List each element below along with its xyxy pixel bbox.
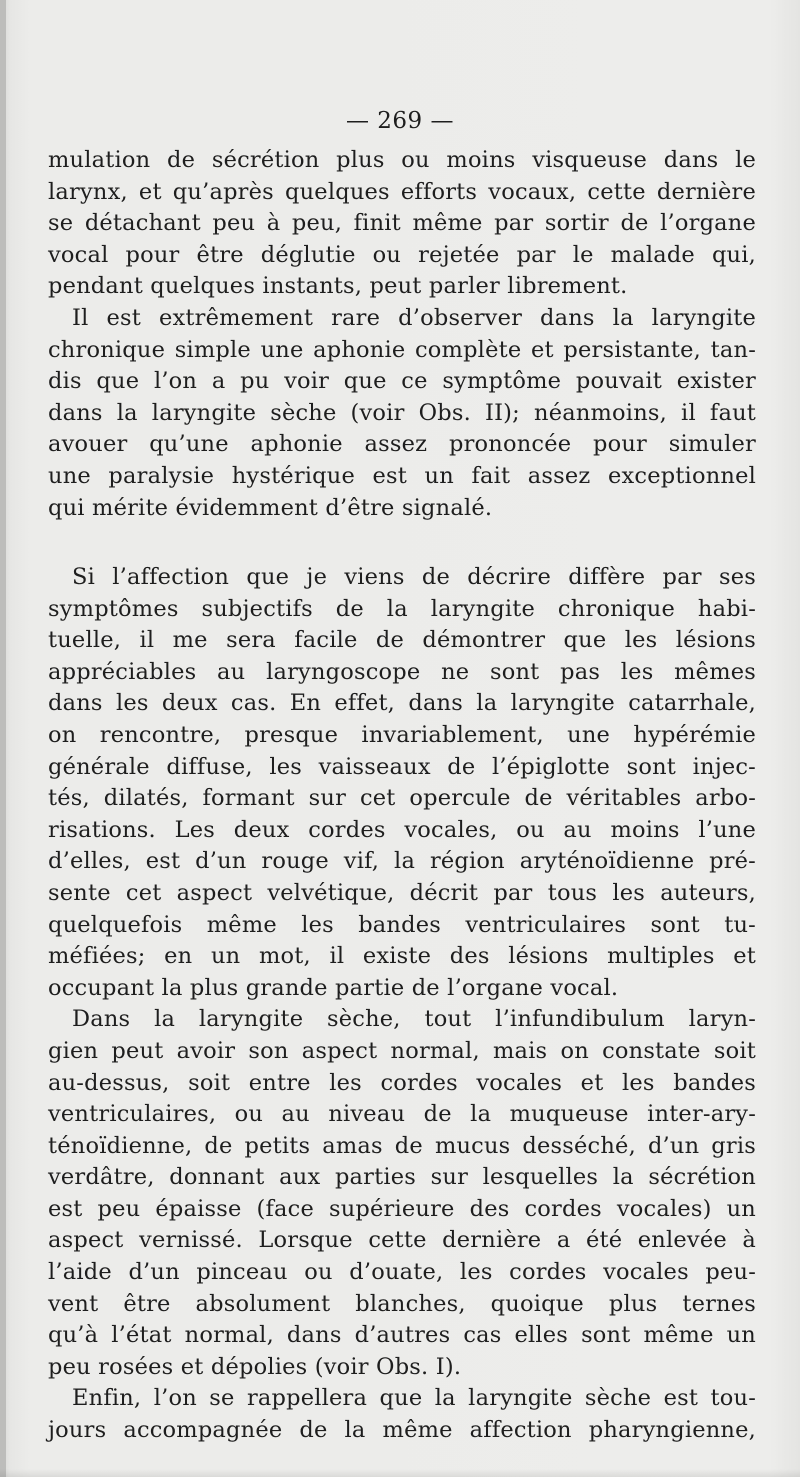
text-line: ténoïdienne, de petits amas de mucus desséché, d’un gris: [48, 1132, 756, 1159]
text-line: tuelle, il me sera facile de démontrer que les lésions: [48, 627, 756, 654]
text-line: qui mérite évidemment d’être signalé.: [48, 494, 493, 521]
text-line: aspect vernissé. Lorsque cette dernière a été enlevée à: [48, 1227, 756, 1254]
text-line: Si l’affection que je viens de décrire diffère par ses: [72, 564, 756, 590]
text-line: dans les deux cas. En effet, dans la laryngite catarrhale,: [48, 690, 756, 717]
text-line: sente cet aspect velvétique, décrit par tous les auteurs,: [48, 879, 756, 906]
text-line: vocal pour être déglutie ou rejetée par le malade qui,: [48, 241, 756, 268]
text-line: symptômes subjectifs de la laryngite chronique habi-: [48, 595, 756, 622]
text-line: dans la laryngite sèche (voir Obs. II); néanmoins, il faut: [48, 399, 756, 426]
page-bottom-shadow: [0, 1469, 800, 1477]
text-line: occupant la plus grande partie de l’organe vocal.: [48, 974, 619, 1001]
text-line: pendant quelques instants, peut parler librement.: [48, 273, 628, 300]
text-line: chronique simple une aphonie complète et persistante, tan-: [48, 336, 756, 363]
text-line: appréciables au laryngoscope ne sont pas les mêmes: [48, 658, 756, 685]
text-line: une paralysie hystérique est un fait assez exceptionnel: [48, 462, 756, 489]
text-line: d’elles, est d’un rouge vif, la région aryténoïdienne pré-: [48, 848, 756, 875]
text-block-upper: [48, 145, 756, 524]
page-edge-shadow: [0, 0, 6, 1477]
text-line: gien peut avoir son aspect normal, mais on constate soit: [48, 1037, 756, 1064]
text-line: est peu épaisse (face supérieure des cordes vocales) un: [48, 1195, 756, 1222]
text-line: l’aide d’un pinceau ou d’ouate, les cordes vocales peu-: [48, 1259, 756, 1286]
text-line: générale diffuse, les vaisseaux de l’épiglotte sont injec-: [48, 753, 756, 780]
text-line: dis que l’on a pu voir que ce symptôme pouvait exister: [48, 368, 756, 395]
text-line: méfiées; en un mot, il existe des lésions multiples et: [48, 943, 756, 970]
text-line: risations. Les deux cordes vocales, ou au moins l’une: [48, 816, 756, 843]
text-line: Enfin, l’on se rappellera que la laryngite sèche est tou-: [72, 1385, 756, 1412]
text-line: on rencontre, presque invariablement, une hypérémie: [48, 721, 756, 748]
text-line: Dans la laryngite sèche, tout l’infundibulum laryn-: [72, 1006, 756, 1033]
text-line: jours accompagnée de la même affection pharyngienne,: [48, 1417, 756, 1444]
text-line: avouer qu’une aphonie assez prononcée pour simuler: [48, 431, 756, 458]
text-line: peu rosées et dépolies (voir Obs. I).: [48, 1353, 462, 1380]
text-line: tés, dilatés, formant sur cet opercule de véritables arbo-: [48, 785, 756, 812]
text-line: au-dessus, soit entre les cordes vocales et les bandes: [48, 1069, 756, 1096]
text-line: ventriculaires, ou au niveau de la muqueuse inter-ary-: [48, 1101, 756, 1128]
text-line: se détachant peu à peu, finit même par sortir de l’organe: [48, 210, 756, 237]
text-line: qu’à l’état normal, dans d’autres cas elles sont même un: [48, 1322, 756, 1349]
text-block-lower: [48, 562, 756, 1447]
text-line: Il est extrêmement rare d’observer dans la laryngite: [72, 304, 756, 331]
text-line: quelquefois même les bandes ventriculaires sont tu-: [48, 911, 756, 938]
text-line: larynx, et qu’après quelques efforts vocaux, cette dernière: [48, 178, 756, 205]
text-line: verdâtre, donnant aux parties sur lesquelles la sécrétion: [48, 1164, 756, 1191]
text-line: vent être absolument blanches, quoique plus ternes: [48, 1290, 756, 1317]
text-line: mulation de sécrétion plus ou moins visqueuse dans le: [48, 147, 756, 173]
page-number: — 269 —: [345, 108, 455, 134]
